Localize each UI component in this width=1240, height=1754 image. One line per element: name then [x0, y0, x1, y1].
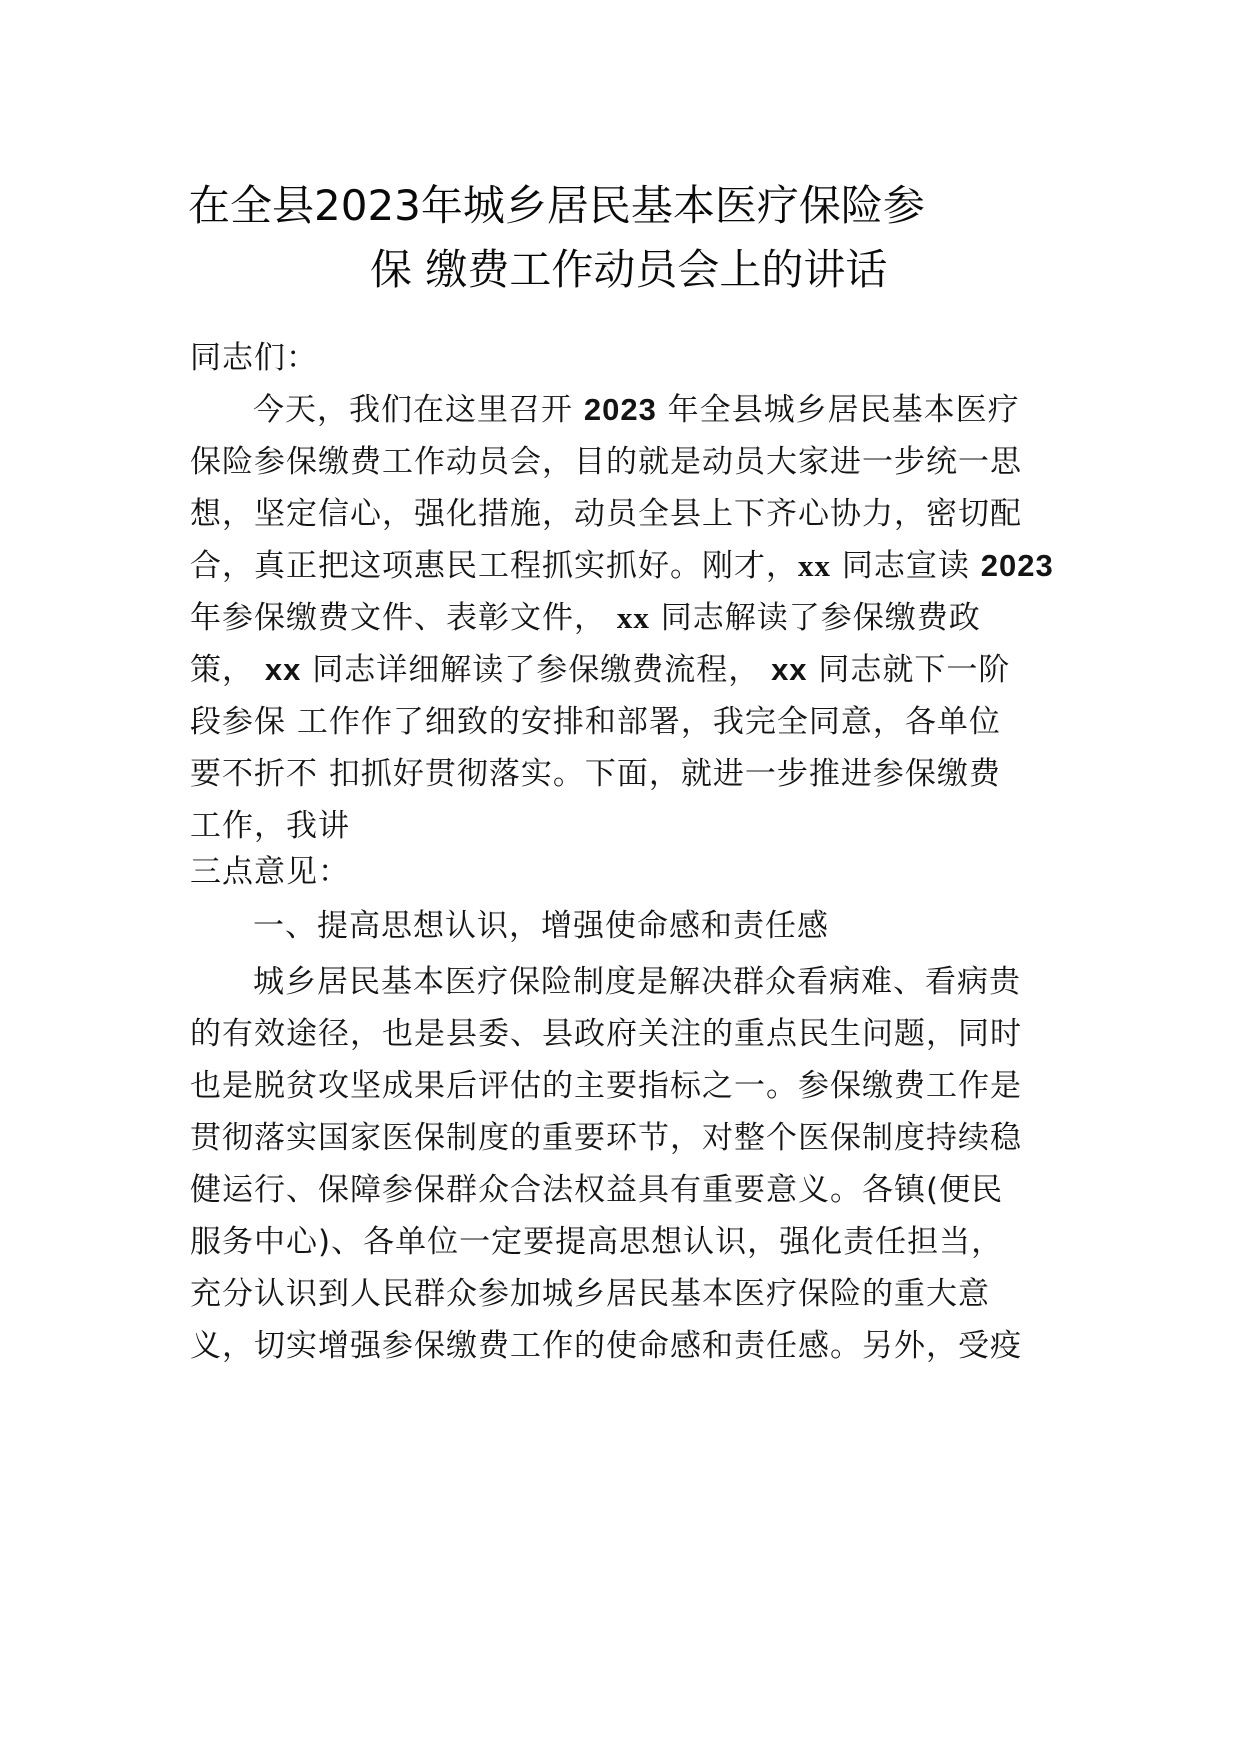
text: 今天，我们在这里召开: [253, 392, 584, 428]
text: 同志解读了参保缴费政: [649, 600, 981, 636]
text: 策，: [190, 652, 265, 688]
paragraph-1-line-8: 要不折不 扣抓好贯彻落实。下面，就进一步推进参保缴费: [190, 756, 1001, 792]
text: 合，真正把这项惠民工程抓实抓好。刚才，: [190, 548, 798, 584]
name-placeholder: xx: [616, 600, 650, 635]
name-placeholder: xx: [771, 652, 808, 687]
paragraph-1-line-4: [190, 544, 1054, 588]
salutation: 同志们：: [190, 340, 318, 376]
text: 同志就下一阶: [807, 652, 1011, 688]
text: 年参保缴费文件、表彰文件，: [190, 600, 617, 636]
paragraph-2-line-8: 义，切实增强参保缴费工作的使命感和责任感。另外，受疫: [190, 1328, 1022, 1364]
paragraph-2-line-6: 服务中心)、各单位一定要提高思想认识，强化责任担当，: [190, 1224, 1004, 1260]
paragraph-2-line-7: 充分认识到人民群众参加城乡居民基本医疗保险的重大意: [190, 1276, 990, 1312]
paragraph-2-line-4: 贯彻落实国家医保制度的重要环节，对整个医保制度持续稳: [190, 1120, 1022, 1156]
paragraph-2-line-1: 城乡居民基本医疗保险制度是解决群众看病难、看病贵: [253, 964, 1021, 1000]
paragraph-1-line-10: 三点意见：: [190, 854, 350, 890]
paragraph-1-line-5: [190, 596, 981, 640]
paragraph-1-line-1: [253, 388, 1020, 432]
paragraph-2-line-2: 的有效途径，也是县委、县政府关注的重点民生问题，同时: [190, 1016, 1022, 1052]
paragraph-1-line-6: [190, 648, 1010, 692]
paragraph-1-line-9: 工作，我讲: [190, 808, 350, 844]
document-title-line-2: 保 缴费工作动员会上的讲话: [370, 245, 888, 294]
year-number: 2023: [583, 392, 657, 427]
text: 同志详细解读了参保缴费流程，: [301, 652, 772, 688]
paragraph-1-line-7: 段参保 工作作了细致的安排和部署，我完全同意，各单位: [190, 704, 1001, 740]
name-placeholder: xx: [264, 652, 302, 687]
text: 年全县城乡居民基本医疗: [656, 392, 1020, 428]
document-title-line-1: 在全县2023年城乡居民基本医疗保险参: [188, 181, 925, 230]
paragraph-2-line-3: 也是脱贫攻坚成果后评估的主要指标之一。参保缴费工作是: [190, 1068, 1022, 1104]
name-placeholder: xx: [798, 548, 831, 583]
paragraph-1-line-3: 想，坚定信心，强化措施，动员全县上下齐心协力，密切配: [190, 496, 1022, 532]
paragraph-2-line-5: 健运行、保障参保群众合法权益具有重要意义。各镇(便民: [190, 1172, 1004, 1208]
text: 同志宣读: [831, 548, 981, 584]
paragraph-1-line-2: 保险参保缴费工作动员会，目的就是动员大家进一步统一思: [190, 444, 1022, 480]
section-heading-1: 一、提高思想认识，增强使命感和责任感: [253, 908, 829, 944]
year-number: 2023: [980, 548, 1054, 583]
